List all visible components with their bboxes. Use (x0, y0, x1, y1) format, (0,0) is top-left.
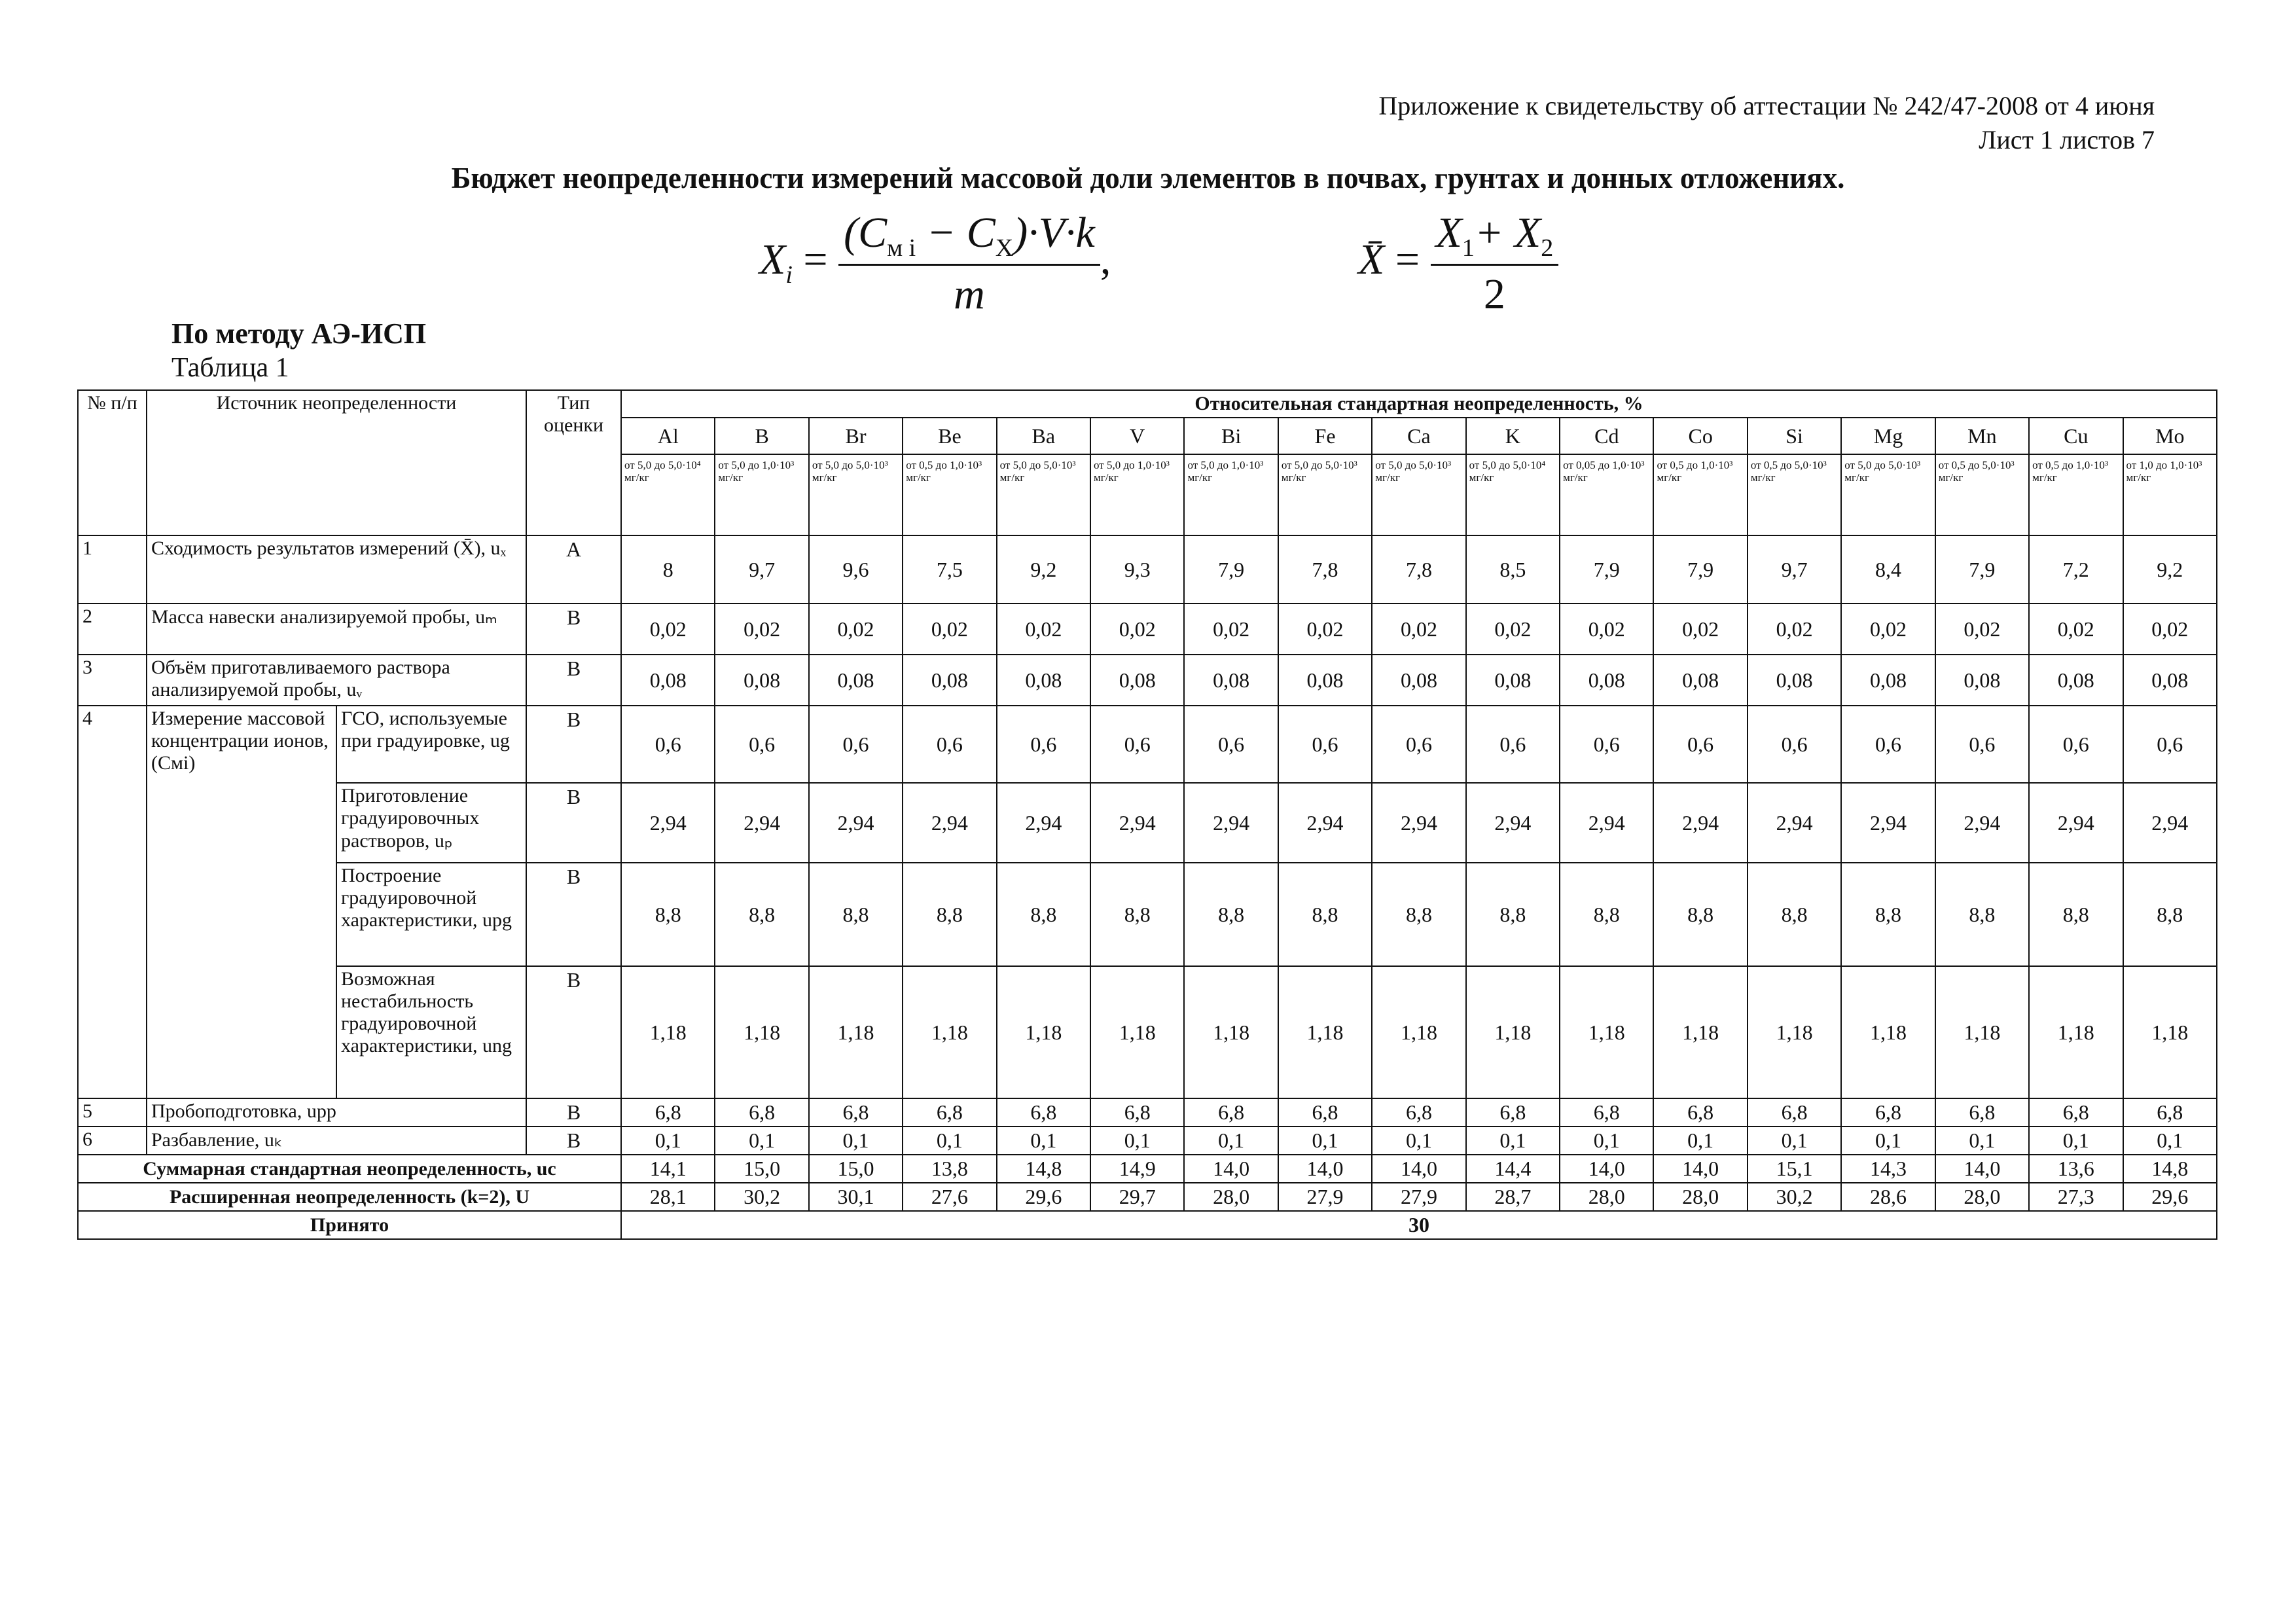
value-Br: 0,6 (809, 706, 903, 783)
range-Mg: от 5,0 до 5,0·10³ мг/кг (1841, 454, 1935, 535)
value-Be: 27,6 (903, 1183, 996, 1211)
row-no: 5 (78, 1098, 147, 1127)
value-Ca: 6,8 (1372, 1098, 1465, 1127)
table-row-3 (78, 655, 2217, 706)
value-B: 2,94 (715, 783, 808, 863)
value-Cu: 1,18 (2029, 966, 2123, 1098)
formula-xi-fraction: $\frac{(C_{м i} - C_X)\cdot V\cdot k}{m}$ (838, 208, 1100, 319)
value-B: 0,6 (715, 706, 808, 783)
value-Br: 15,0 (809, 1155, 903, 1183)
value-Mn: 0,1 (1935, 1127, 2029, 1155)
element-Si: Si (1748, 418, 1841, 454)
value-Co: 0,1 (1653, 1127, 1747, 1155)
value-Cd: 14,0 (1560, 1155, 1653, 1183)
value-B: 1,18 (715, 966, 808, 1098)
value-Mn: 7,9 (1935, 535, 2029, 604)
value-V: 0,6 (1090, 706, 1184, 783)
value-Cd: 6,8 (1560, 1098, 1653, 1127)
value-Br: 1,18 (809, 966, 903, 1098)
value-Be: 8,8 (903, 863, 996, 966)
value-Si: 0,02 (1748, 604, 1841, 655)
document-title: Бюджет неопределенности измерений массовой доли элементов в почвах, грунтах и донных отложениях. (451, 162, 1845, 194)
value-Al: 0,6 (621, 706, 715, 783)
table-row-4-3 (78, 863, 2217, 966)
range-Cd: от 0,05 до 1,0·10³ мг/кг (1560, 454, 1653, 535)
element-Cd: Cd (1560, 418, 1653, 454)
formula-xmean: X̄ = $\frac{X_1+ X_2}{2}$ (1358, 208, 1558, 319)
row-type: В (526, 706, 621, 783)
value-Mg: 2,94 (1841, 783, 1935, 863)
value-K: 14,4 (1466, 1155, 1560, 1183)
value-K: 0,6 (1466, 706, 1560, 783)
value-K: 0,02 (1466, 604, 1560, 655)
value-Fe: 14,0 (1278, 1155, 1372, 1183)
subrow-source: ГСО, используемые при градуировке, ug (336, 706, 526, 783)
value-Si: 6,8 (1748, 1098, 1841, 1127)
row-expanded-uncertainty (78, 1183, 2217, 1211)
value-Co: 14,0 (1653, 1155, 1747, 1183)
header-no: № п/п (78, 390, 147, 535)
value-Bi: 8,8 (1184, 863, 1278, 966)
table-row-6 (78, 1127, 2217, 1155)
value-Ba: 8,8 (997, 863, 1090, 966)
value-Cd: 0,08 (1560, 655, 1653, 706)
accepted-value: 30 (621, 1211, 2217, 1239)
range-B: от 5,0 до 1,0·10³ мг/кг (715, 454, 808, 535)
value-Ba: 2,94 (997, 783, 1090, 863)
element-K: K (1466, 418, 1560, 454)
value-Co: 6,8 (1653, 1098, 1747, 1127)
value-Cu: 0,1 (2029, 1127, 2123, 1155)
total-label: Расширенная неопределенность (k=2), U (78, 1183, 621, 1211)
row-type: В (526, 655, 621, 706)
formula-xi: $X_i$ = $\frac{(C_{м i} - C_X)\cdot V\cdot k}{m}$ , (759, 209, 1111, 319)
value-Co: 0,08 (1653, 655, 1747, 706)
element-Co: Co (1653, 418, 1747, 454)
value-Be: 0,1 (903, 1127, 996, 1155)
range-Cu: от 0,5 до 1,0·10³ мг/кг (2029, 454, 2123, 535)
value-Si: 1,18 (1748, 966, 1841, 1098)
value-Ca: 7,8 (1372, 535, 1465, 604)
value-Mg: 0,02 (1841, 604, 1935, 655)
value-Ca: 27,9 (1372, 1183, 1465, 1211)
attestation-header: Приложение к свидетельству об аттестации № 242/47-2008 от 4 июня (1378, 91, 2155, 120)
header-type: Тип оценки (526, 390, 621, 535)
value-Bi: 1,18 (1184, 966, 1278, 1098)
value-Br: 9,6 (809, 535, 903, 604)
value-Al: 0,1 (621, 1127, 715, 1155)
value-Si: 2,94 (1748, 783, 1841, 863)
table-row-4-1 (78, 706, 2217, 783)
value-Br: 0,08 (809, 655, 903, 706)
value-Br: 8,8 (809, 863, 903, 966)
value-V: 6,8 (1090, 1098, 1184, 1127)
value-Si: 15,1 (1748, 1155, 1841, 1183)
value-V: 8,8 (1090, 863, 1184, 966)
value-Si: 0,08 (1748, 655, 1841, 706)
value-Mo: 8,8 (2123, 863, 2217, 966)
table-row-2 (78, 604, 2217, 655)
value-Co: 7,9 (1653, 535, 1747, 604)
range-Be: от 0,5 до 1,0·10³ мг/кг (903, 454, 996, 535)
value-Al: 28,1 (621, 1183, 715, 1211)
value-Fe: 2,94 (1278, 783, 1372, 863)
row-type: В (526, 1098, 621, 1127)
range-Ba: от 5,0 до 5,0·10³ мг/кг (997, 454, 1090, 535)
value-Mg: 8,4 (1841, 535, 1935, 604)
subrow-source: Приготовление градуировочных растворов, uₚ (336, 783, 526, 863)
value-Cu: 13,6 (2029, 1155, 2123, 1183)
value-Bi: 2,94 (1184, 783, 1278, 863)
value-Mo: 29,6 (2123, 1183, 2217, 1211)
element-Br: Br (809, 418, 903, 454)
value-Co: 0,6 (1653, 706, 1747, 783)
value-B: 0,1 (715, 1127, 808, 1155)
range-Fe: от 5,0 до 5,0·10³ мг/кг (1278, 454, 1372, 535)
value-Fe: 6,8 (1278, 1098, 1372, 1127)
table-row-1 (78, 535, 2217, 604)
row-no: 6 (78, 1127, 147, 1155)
value-Co: 8,8 (1653, 863, 1747, 966)
value-K: 0,08 (1466, 655, 1560, 706)
value-B: 0,02 (715, 604, 808, 655)
value-Si: 30,2 (1748, 1183, 1841, 1211)
value-Bi: 28,0 (1184, 1183, 1278, 1211)
value-Cu: 0,08 (2029, 655, 2123, 706)
value-Si: 8,8 (1748, 863, 1841, 966)
value-Si: 0,1 (1748, 1127, 1841, 1155)
value-Mn: 1,18 (1935, 966, 2029, 1098)
value-B: 6,8 (715, 1098, 808, 1127)
value-Mg: 0,6 (1841, 706, 1935, 783)
value-V: 9,3 (1090, 535, 1184, 604)
value-Ba: 9,2 (997, 535, 1090, 604)
value-V: 0,1 (1090, 1127, 1184, 1155)
value-V: 2,94 (1090, 783, 1184, 863)
row-no: 2 (78, 604, 147, 655)
subrow-source: Возможная нестабильность градуировочной характеристики, ung (336, 966, 526, 1098)
table-row-4-4 (78, 966, 2217, 1098)
value-K: 8,5 (1466, 535, 1560, 604)
value-Cu: 0,02 (2029, 604, 2123, 655)
row-source: Разбавление, uₖ (147, 1127, 526, 1155)
value-Cd: 0,1 (1560, 1127, 1653, 1155)
value-K: 28,7 (1466, 1183, 1560, 1211)
value-K: 2,94 (1466, 783, 1560, 863)
value-Fe: 27,9 (1278, 1183, 1372, 1211)
element-Be: Be (903, 418, 996, 454)
value-Bi: 0,02 (1184, 604, 1278, 655)
value-Mg: 0,08 (1841, 655, 1935, 706)
value-Ba: 1,18 (997, 966, 1090, 1098)
value-Mg: 1,18 (1841, 966, 1935, 1098)
value-Cd: 0,6 (1560, 706, 1653, 783)
value-Ba: 0,02 (997, 604, 1090, 655)
value-Cu: 27,3 (2029, 1183, 2123, 1211)
value-Mo: 0,08 (2123, 655, 2217, 706)
accepted-label: Принято (78, 1211, 621, 1239)
value-Al: 6,8 (621, 1098, 715, 1127)
value-Mo: 14,8 (2123, 1155, 2217, 1183)
value-Cu: 0,6 (2029, 706, 2123, 783)
value-Bi: 0,1 (1184, 1127, 1278, 1155)
value-Bi: 14,0 (1184, 1155, 1278, 1183)
range-K: от 5,0 до 5,0·10⁴ мг/кг (1466, 454, 1560, 535)
value-Al: 0,08 (621, 655, 715, 706)
value-B: 15,0 (715, 1155, 808, 1183)
value-Cu: 6,8 (2029, 1098, 2123, 1127)
method-label: По методу АЭ-ИСП (171, 317, 427, 350)
value-Be: 2,94 (903, 783, 996, 863)
row-type: В (526, 863, 621, 966)
row-no: 4 (78, 706, 147, 1098)
value-Al: 0,02 (621, 604, 715, 655)
element-Mo: Mo (2123, 418, 2217, 454)
row-type: В (526, 604, 621, 655)
value-Al: 2,94 (621, 783, 715, 863)
value-Ca: 1,18 (1372, 966, 1465, 1098)
value-Ba: 0,6 (997, 706, 1090, 783)
value-Mn: 0,02 (1935, 604, 2029, 655)
value-V: 14,9 (1090, 1155, 1184, 1183)
value-B: 0,08 (715, 655, 808, 706)
sheet-number: Лист 1 листов 7 (1979, 125, 2155, 154)
value-Be: 13,8 (903, 1155, 996, 1183)
value-Co: 2,94 (1653, 783, 1747, 863)
row-type: В (526, 1127, 621, 1155)
value-Bi: 6,8 (1184, 1098, 1278, 1127)
row-accepted (78, 1211, 2217, 1239)
value-Fe: 0,02 (1278, 604, 1372, 655)
element-V: V (1090, 418, 1184, 454)
value-Cd: 8,8 (1560, 863, 1653, 966)
value-Ca: 8,8 (1372, 863, 1465, 966)
value-Br: 30,1 (809, 1183, 903, 1211)
value-Mn: 0,08 (1935, 655, 2029, 706)
value-Be: 7,5 (903, 535, 996, 604)
value-Si: 0,6 (1748, 706, 1841, 783)
element-Ca: Ca (1372, 418, 1465, 454)
row-combined-uncertainty (78, 1155, 2217, 1183)
value-Ca: 0,08 (1372, 655, 1465, 706)
value-Ca: 0,6 (1372, 706, 1465, 783)
range-Mn: от 0,5 до 5,0·10³ мг/кг (1935, 454, 2029, 535)
formula-xmean-fraction: $\frac{X_1+ X_2}{2}$ (1431, 208, 1559, 319)
value-Al: 1,18 (621, 966, 715, 1098)
value-Fe: 8,8 (1278, 863, 1372, 966)
value-Co: 0,02 (1653, 604, 1747, 655)
value-Cu: 8,8 (2029, 863, 2123, 966)
element-Cu: Cu (2029, 418, 2123, 454)
value-Ca: 0,1 (1372, 1127, 1465, 1155)
value-Ca: 2,94 (1372, 783, 1465, 863)
value-Ba: 29,6 (997, 1183, 1090, 1211)
value-Fe: 1,18 (1278, 966, 1372, 1098)
value-Cd: 7,9 (1560, 535, 1653, 604)
range-Bi: от 5,0 до 1,0·10³ мг/кг (1184, 454, 1278, 535)
value-B: 8,8 (715, 863, 808, 966)
value-Mo: 0,02 (2123, 604, 2217, 655)
value-V: 29,7 (1090, 1183, 1184, 1211)
row-source: Масса навески анализируемой пробы, uₘ (147, 604, 526, 655)
value-Mo: 0,1 (2123, 1127, 2217, 1155)
header-relative-uncertainty: Относительная стандартная неопределенность, % (621, 390, 2217, 418)
element-Mg: Mg (1841, 418, 1935, 454)
value-V: 0,02 (1090, 604, 1184, 655)
value-Ca: 0,02 (1372, 604, 1465, 655)
value-Mg: 6,8 (1841, 1098, 1935, 1127)
value-K: 1,18 (1466, 966, 1560, 1098)
value-Mo: 2,94 (2123, 783, 2217, 863)
value-Al: 8 (621, 535, 715, 604)
value-Ba: 0,1 (997, 1127, 1090, 1155)
row-source: Пробоподготовка, upp (147, 1098, 526, 1127)
row-type: В (526, 783, 621, 863)
value-Cd: 0,02 (1560, 604, 1653, 655)
table-row-4-2 (78, 783, 2217, 863)
value-Be: 1,18 (903, 966, 996, 1098)
value-Ca: 14,0 (1372, 1155, 1465, 1183)
value-Mg: 14,3 (1841, 1155, 1935, 1183)
value-Mg: 0,1 (1841, 1127, 1935, 1155)
value-Mg: 28,6 (1841, 1183, 1935, 1211)
row-type: А (526, 535, 621, 604)
value-Be: 0,6 (903, 706, 996, 783)
uncertainty-budget-table (77, 389, 2217, 1240)
value-Cu: 2,94 (2029, 783, 2123, 863)
value-Mn: 6,8 (1935, 1098, 2029, 1127)
value-Ba: 14,8 (997, 1155, 1090, 1183)
value-Mo: 6,8 (2123, 1098, 2217, 1127)
value-Bi: 0,08 (1184, 655, 1278, 706)
value-Be: 0,08 (903, 655, 996, 706)
range-Co: от 0,5 до 1,0·10³ мг/кг (1653, 454, 1747, 535)
value-Mo: 1,18 (2123, 966, 2217, 1098)
value-Bi: 0,6 (1184, 706, 1278, 783)
value-Mn: 0,6 (1935, 706, 2029, 783)
value-Mg: 8,8 (1841, 863, 1935, 966)
value-Br: 0,1 (809, 1127, 903, 1155)
value-Be: 6,8 (903, 1098, 996, 1127)
value-Cu: 7,2 (2029, 535, 2123, 604)
row-type: В (526, 966, 621, 1098)
range-Si: от 0,5 до 5,0·10³ мг/кг (1748, 454, 1841, 535)
value-V: 0,08 (1090, 655, 1184, 706)
value-Si: 9,7 (1748, 535, 1841, 604)
total-label: Суммарная стандартная неопределенность, uc (78, 1155, 621, 1183)
subrow-source: Построение градуировочной характеристики, upg (336, 863, 526, 966)
value-K: 8,8 (1466, 863, 1560, 966)
element-Mn: Mn (1935, 418, 2029, 454)
value-Mn: 28,0 (1935, 1183, 2029, 1211)
element-Ba: Ba (997, 418, 1090, 454)
row-no: 3 (78, 655, 147, 706)
value-Co: 28,0 (1653, 1183, 1747, 1211)
value-Mo: 9,2 (2123, 535, 2217, 604)
value-Al: 8,8 (621, 863, 715, 966)
range-Mo: от 1,0 до 1,0·10³ мг/кг (2123, 454, 2217, 535)
value-Cd: 2,94 (1560, 783, 1653, 863)
element-Bi: Bi (1184, 418, 1278, 454)
value-Mn: 14,0 (1935, 1155, 2029, 1183)
value-Mn: 8,8 (1935, 863, 2029, 966)
value-Al: 14,1 (621, 1155, 715, 1183)
value-Fe: 0,1 (1278, 1127, 1372, 1155)
value-Cd: 1,18 (1560, 966, 1653, 1098)
row-source: Объём приготавливаемого раствора анализируемой пробы, uᵥ (147, 655, 526, 706)
value-K: 6,8 (1466, 1098, 1560, 1127)
value-Ba: 0,08 (997, 655, 1090, 706)
formula-xi-lhs: $X_i$ (759, 236, 793, 289)
range-Al: от 5,0 до 5,0·10⁴ мг/кг (621, 454, 715, 535)
value-Fe: 0,08 (1278, 655, 1372, 706)
value-Bi: 7,9 (1184, 535, 1278, 604)
header-source: Источник неопределенности (147, 390, 526, 535)
value-Br: 0,02 (809, 604, 903, 655)
value-Mn: 2,94 (1935, 783, 2029, 863)
group-source: Измерение массовой концентрации ионов, (Cмi) (147, 706, 336, 1098)
value-Cd: 28,0 (1560, 1183, 1653, 1211)
value-Mo: 0,6 (2123, 706, 2217, 783)
value-Co: 1,18 (1653, 966, 1747, 1098)
value-V: 1,18 (1090, 966, 1184, 1098)
value-Fe: 7,8 (1278, 535, 1372, 604)
value-B: 30,2 (715, 1183, 808, 1211)
value-B: 9,7 (715, 535, 808, 604)
element-Fe: Fe (1278, 418, 1372, 454)
element-B: B (715, 418, 808, 454)
value-Br: 2,94 (809, 783, 903, 863)
range-Br: от 5,0 до 5,0·10³ мг/кг (809, 454, 903, 535)
value-Br: 6,8 (809, 1098, 903, 1127)
row-no: 1 (78, 535, 147, 604)
value-Be: 0,02 (903, 604, 996, 655)
value-K: 0,1 (1466, 1127, 1560, 1155)
element-Al: Al (621, 418, 715, 454)
value-Fe: 0,6 (1278, 706, 1372, 783)
value-Ba: 6,8 (997, 1098, 1090, 1127)
row-source: Сходимость результатов измерений (X̄), uₓ (147, 535, 526, 604)
range-V: от 5,0 до 1,0·10³ мг/кг (1090, 454, 1184, 535)
table-row-5 (78, 1098, 2217, 1127)
range-Ca: от 5,0 до 5,0·10³ мг/кг (1372, 454, 1465, 535)
table-label: Таблица 1 (171, 353, 289, 383)
